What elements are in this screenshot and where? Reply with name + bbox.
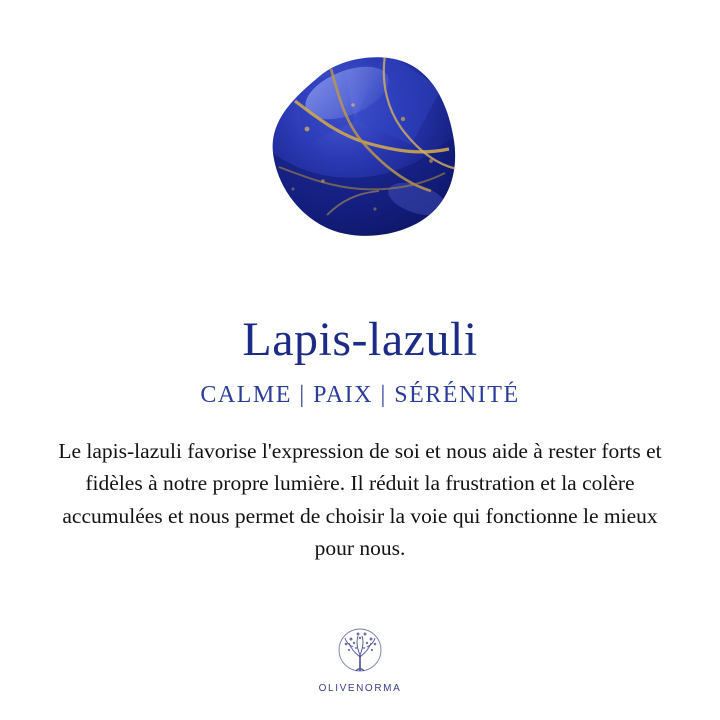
footer (0, 625, 720, 694)
stone-image-container (0, 18, 720, 280)
keywords-line: CALME | PAIX | SÉRÉNITÉ (200, 382, 520, 408)
page-title: Lapis-lazuli (242, 313, 478, 366)
stone-icon (235, 49, 485, 249)
lapis-lazuli-stone-image (235, 49, 485, 249)
tree-of-life-icon (329, 625, 391, 681)
brand-name: OLIVENORMA (318, 683, 402, 694)
description-text: Le lapis-lazuli favorise l'expression de soi et nous aide à rester forts et fidèles à notre propre lumière. Il réduit la frustration et la colère accumulées et nous permet de choisir la voie qui fonctionne le mieux pour nous. (58, 439, 662, 560)
